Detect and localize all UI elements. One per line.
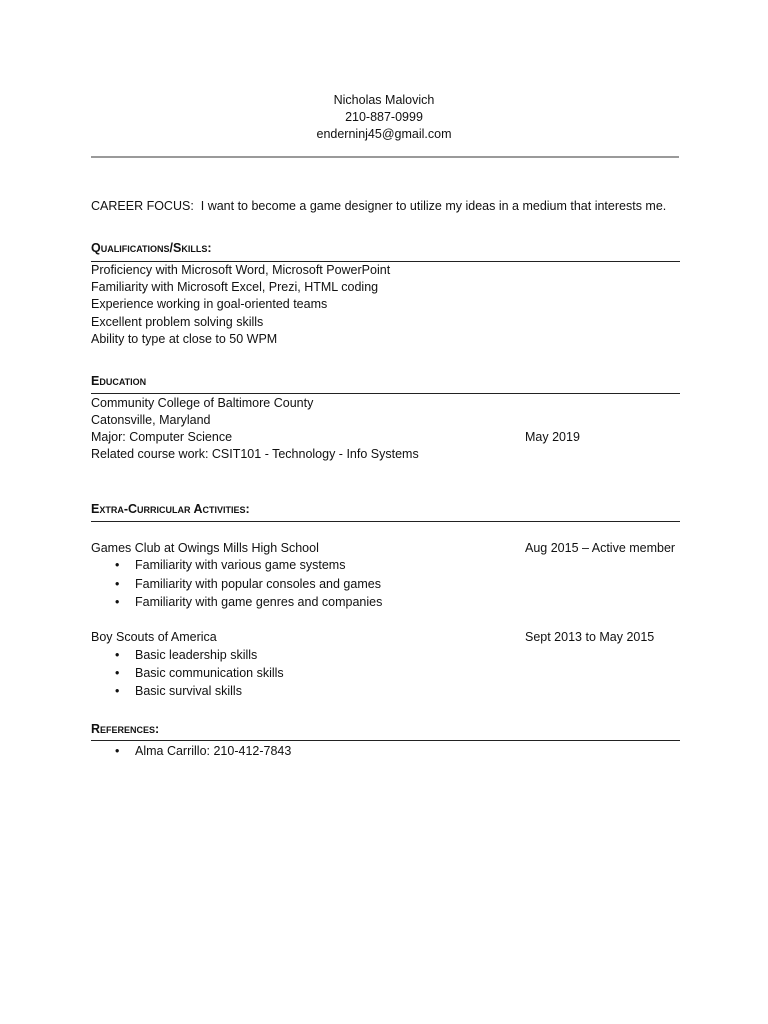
bullet-glyph: • [115, 684, 120, 698]
list-item-text: Familiarity with various game systems [135, 558, 346, 572]
career-focus-text: I want to become a game designer to utilize my ideas in a medium that interests me. [200, 199, 667, 213]
applicant-name: Nicholas Malovich [333, 93, 435, 107]
list-item-text: Familiarity with game genres and companies [135, 595, 383, 609]
bullet-glyph: • [115, 558, 120, 572]
activity-name: Boy Scouts of America [91, 630, 217, 644]
list-item-text: Basic leadership skills [135, 648, 258, 662]
education-location: Catonsville, Maryland [91, 413, 211, 427]
list-item [115, 557, 345, 574]
bullet-glyph: • [115, 577, 120, 591]
bullet-glyph: • [115, 648, 120, 662]
bullet-glyph: • [115, 666, 120, 680]
list-item-text: Alma Carrillo: 210-412-7843 [135, 744, 292, 758]
activity-date: Sept 2013 to May 2015 [525, 630, 655, 644]
list-item-text: Familiarity with popular consoles and games [135, 577, 381, 591]
list-item [115, 665, 284, 682]
bullet-glyph: • [115, 744, 120, 758]
activities-heading: Extra-Curricular Activities: [91, 502, 250, 516]
qualification-item: Familiarity with Microsoft Excel, Prezi, HTML coding [91, 280, 379, 294]
qualifications-heading: Qualifications/Skills: [91, 241, 212, 255]
education-coursework: Related course work: CSIT101 - Technology - Info Systems [91, 447, 419, 461]
applicant-phone: 210-887-0999 [345, 110, 423, 124]
education-major: Major: Computer Science [91, 430, 233, 444]
contact-header [0, 92, 768, 143]
list-item-text: Basic communication skills [135, 666, 284, 680]
list-item-text: Basic survival skills [135, 684, 242, 698]
qualification-item: Excellent problem solving skills [91, 315, 264, 329]
applicant-email: enderninj45@gmail.com [316, 127, 452, 141]
header-divider [91, 156, 679, 158]
activity-name: Games Club at Owings Mills High School [91, 541, 319, 555]
qualification-item: Proficiency with Microsoft Word, Microsoft PowerPoint [91, 263, 391, 277]
list-item [115, 647, 257, 664]
qualification-item: Ability to type at close to 50 WPM [91, 332, 278, 346]
list-item [115, 743, 291, 760]
education-school: Community College of Baltimore County [91, 396, 314, 410]
career-focus-label: CAREER FOCUS: [91, 199, 194, 213]
education-heading: Education [91, 374, 147, 388]
activities-rule [91, 521, 680, 522]
references-rule [91, 740, 680, 741]
career-focus [91, 198, 691, 215]
activity-date: Aug 2015 – Active member [525, 541, 676, 555]
education-rule [91, 393, 680, 394]
references-heading: References: [91, 722, 160, 736]
list-item [115, 594, 382, 611]
bullet-glyph: • [115, 595, 120, 609]
qualification-item: Experience working in goal-oriented teams [91, 297, 328, 311]
list-item [115, 683, 242, 700]
list-item [115, 576, 381, 593]
education-date: May 2019 [525, 430, 580, 444]
